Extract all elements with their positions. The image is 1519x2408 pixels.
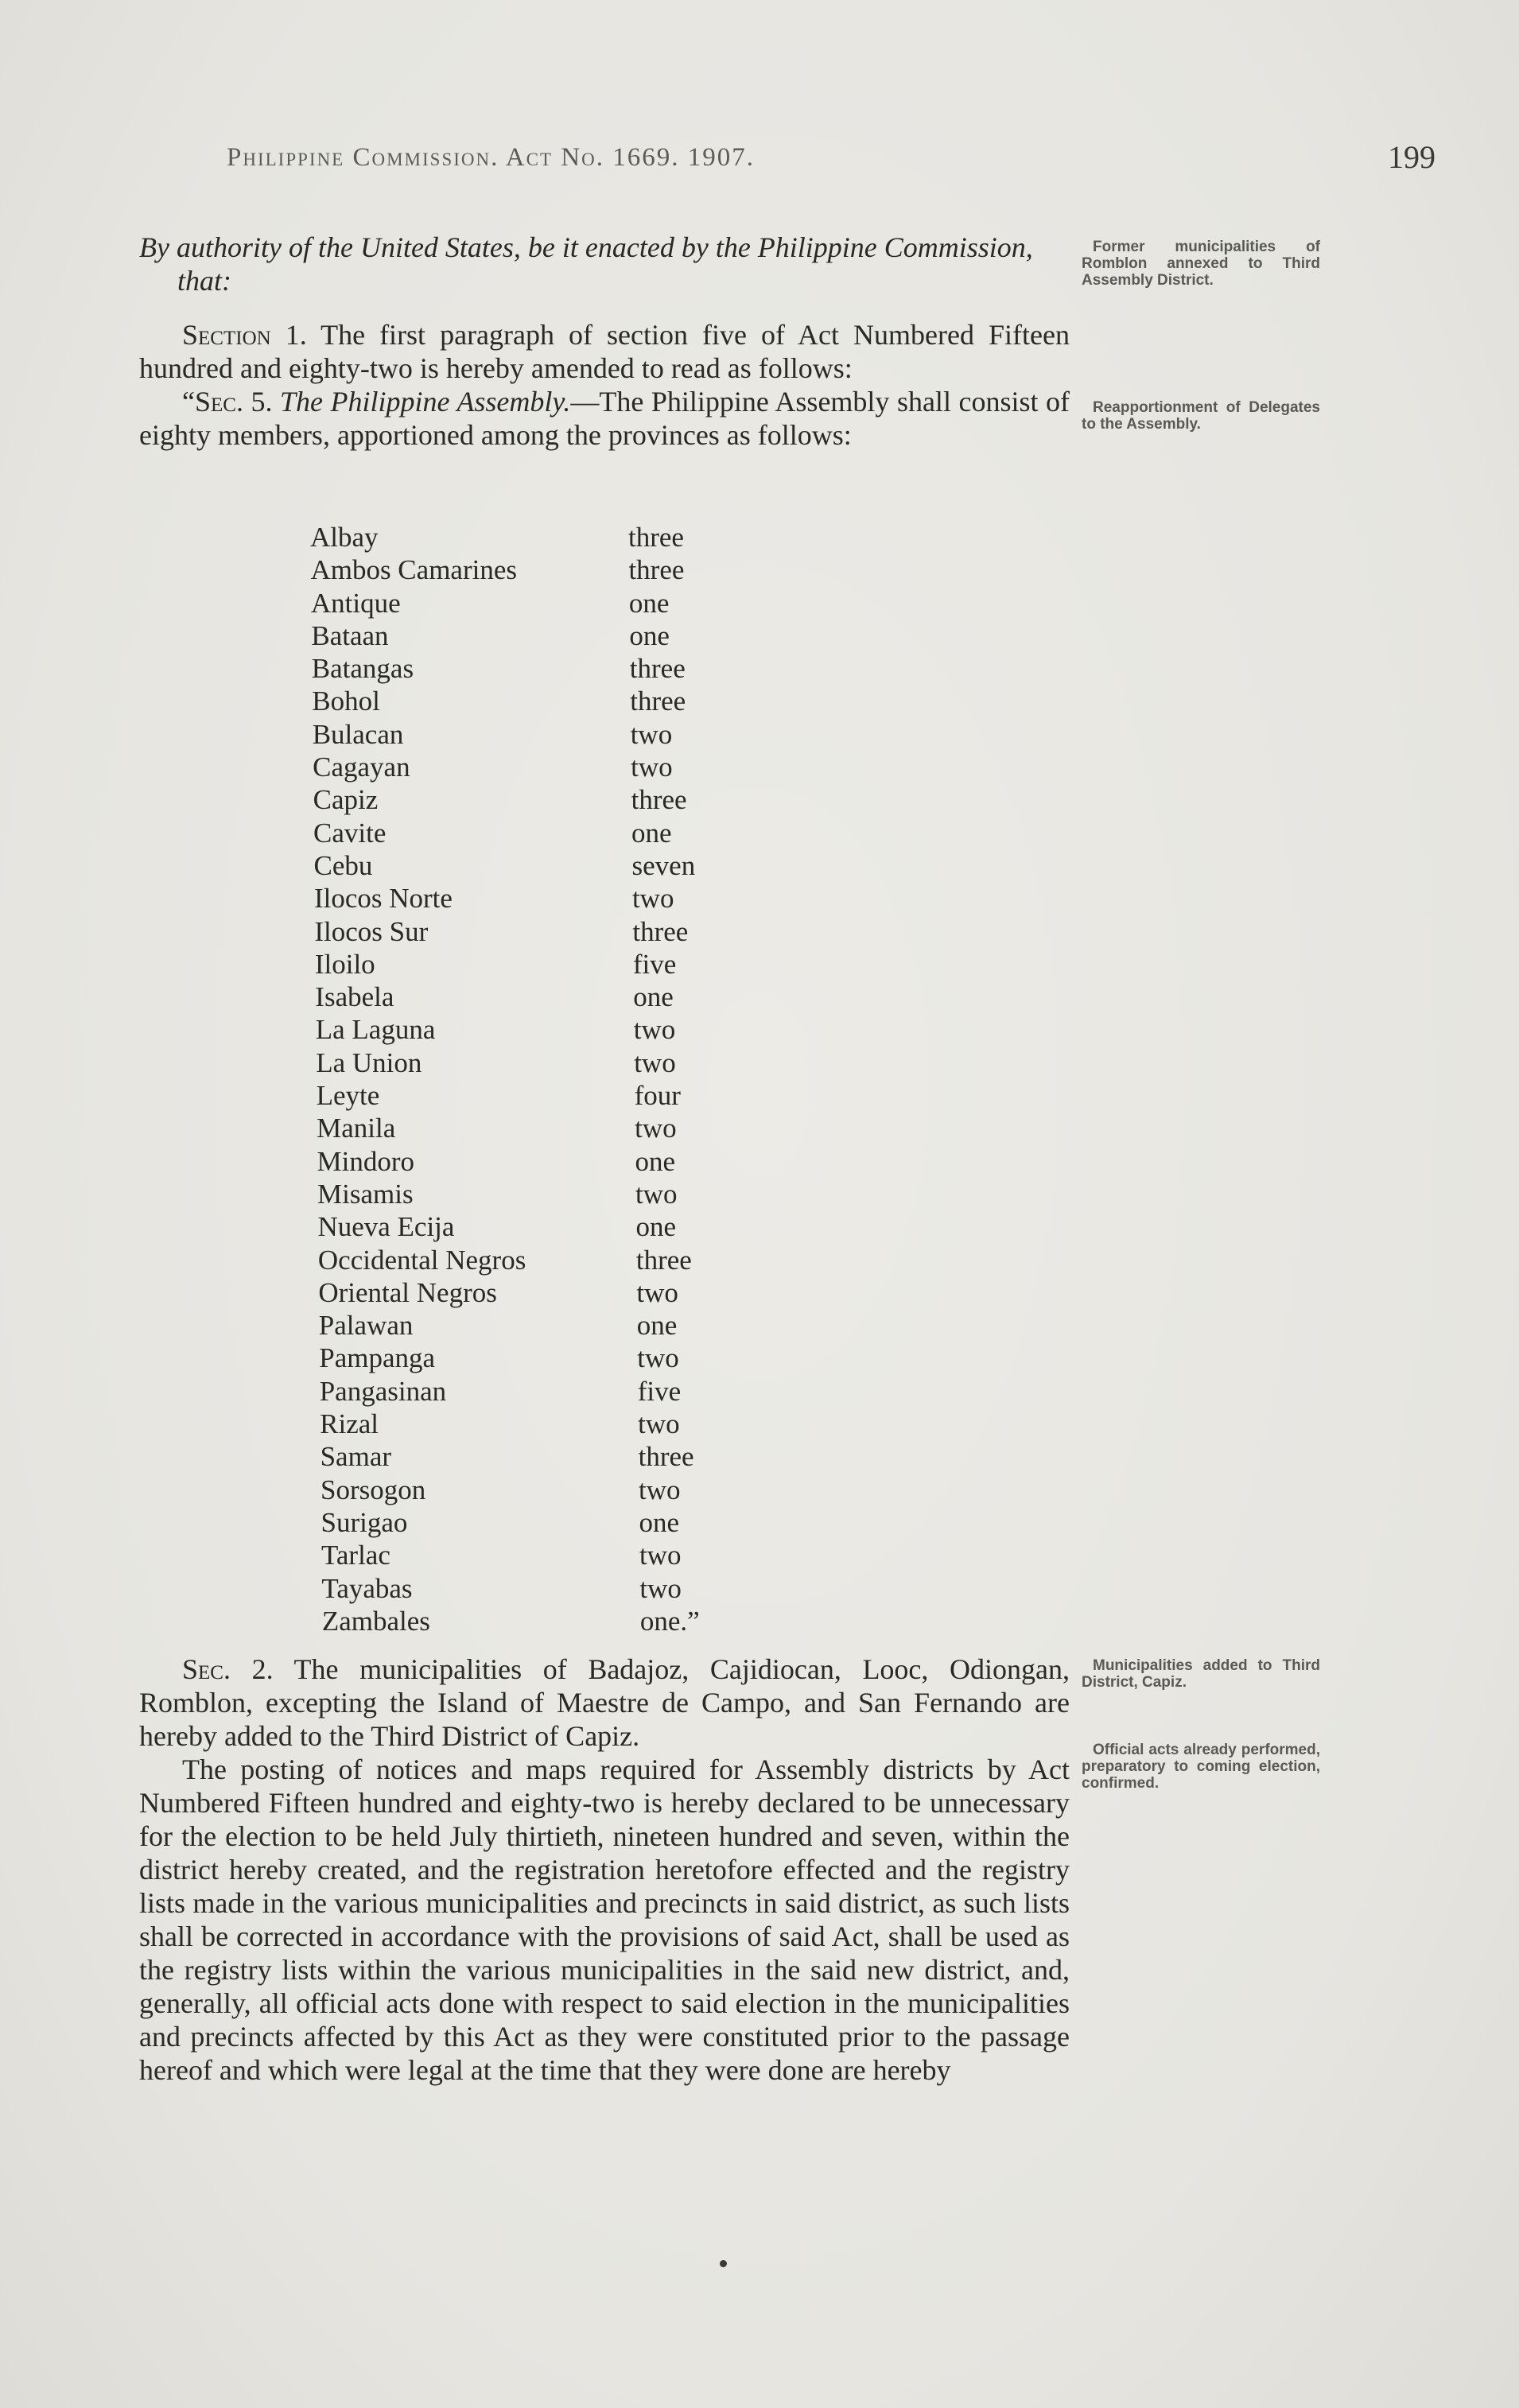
province-delegate-count: two bbox=[638, 1408, 680, 1440]
section-1-text: The first paragraph of section five of Act Numbered Fifteen hundred and eighty-two is hereby amended to read as follows: bbox=[139, 319, 1070, 384]
province-delegate-count: one bbox=[633, 981, 674, 1013]
province-name: Rizal bbox=[320, 1408, 379, 1440]
province-name: Pangasinan bbox=[319, 1375, 447, 1407]
province-delegate-count: five bbox=[632, 948, 677, 980]
province-name: Samar bbox=[320, 1441, 392, 1473]
province-delegate-count: two bbox=[630, 718, 673, 750]
province-delegate-count: two bbox=[637, 1342, 679, 1374]
enacting-clause: By authority of the United States, be it enacted by the Philippine Commission, that: bbox=[139, 231, 1033, 297]
province-delegate-count: two bbox=[631, 752, 673, 783]
province-name: Iloilo bbox=[314, 948, 375, 980]
province-name: Pampanga bbox=[319, 1342, 436, 1374]
province-delegate-count: three bbox=[638, 1441, 694, 1473]
province-delegate-count: three bbox=[631, 784, 687, 816]
province-name: Ambos Camarines bbox=[310, 554, 517, 586]
margin-note-official-acts: Official acts already performed, preparatory to coming election, confirmed. bbox=[1082, 1742, 1320, 1792]
province-row bbox=[311, 587, 787, 619]
province-row bbox=[314, 915, 787, 948]
province-delegate-count: three bbox=[632, 915, 689, 947]
province-row bbox=[322, 1605, 787, 1637]
province-name: Manila bbox=[317, 1113, 396, 1144]
province-delegate-count: three bbox=[635, 1244, 692, 1276]
margin-note-romblon: Former municipalities of Romblon annexed to Third Assembly District. bbox=[1082, 239, 1320, 289]
province-apportionment-list bbox=[310, 521, 787, 1637]
province-name: Capiz bbox=[313, 784, 379, 816]
province-delegate-count: two bbox=[634, 1047, 676, 1078]
section-2 bbox=[139, 1653, 1070, 1753]
province-name: Tarlac bbox=[321, 1540, 390, 1571]
main-text-continued bbox=[139, 1653, 1070, 2087]
province-row bbox=[312, 685, 787, 717]
province-name: Cavite bbox=[313, 817, 387, 849]
posting-paragraph: The posting of notices and maps required for Assembly districts by Act Numbered Fifteen hundred and eighty-two is hereby declared to be unnecessary for the election to be held July thirtieth, nineteen hundred and seven, within the district hereby created, and the registration heretofore effected and the registry lists made in the various municipalities and precincts in said district, as such lists shall be corrected in accordance with the provisions of said Act, shall be used as the registry lists within the various municipalities in the said new district, and, generally, all official acts done with respect to said election in the municipalities and precincts affected by this Act as they were constituted prior to the passage hereof and which were legal at the time that they were done are hereby bbox=[139, 1754, 1070, 2086]
section-5-text: —The Philippine Assembly shall consist of eighty members, apportioned among the provinces as follows: bbox=[139, 386, 1070, 451]
section-1-label: Section 1. bbox=[182, 319, 307, 351]
province-row bbox=[314, 849, 788, 882]
province-name: Batangas bbox=[311, 653, 414, 685]
section-5-title: The Philippine Assembly. bbox=[272, 386, 571, 418]
province-name: Cagayan bbox=[313, 752, 410, 783]
province-name: Bataan bbox=[311, 619, 389, 651]
province-delegate-count: one.” bbox=[639, 1605, 700, 1637]
province-delegate-count: three bbox=[630, 686, 686, 717]
page-number: 199 bbox=[1388, 139, 1435, 175]
province-name: Nueva Ecija bbox=[317, 1211, 455, 1243]
province-name: Bohol bbox=[312, 686, 380, 717]
province-delegate-count: two bbox=[635, 1113, 677, 1144]
province-delegate-count: one bbox=[639, 1506, 680, 1538]
province-name: Isabela bbox=[315, 981, 394, 1013]
province-row bbox=[313, 751, 787, 783]
province-name: Cebu bbox=[313, 849, 373, 881]
province-row bbox=[311, 619, 787, 652]
province-delegate-count: four bbox=[634, 1080, 681, 1112]
province-row bbox=[317, 1145, 787, 1178]
province-row bbox=[319, 1309, 787, 1342]
province-delegate-count: one bbox=[636, 1310, 678, 1342]
province-row bbox=[314, 882, 787, 915]
province-row bbox=[316, 1047, 787, 1079]
province-row bbox=[313, 718, 787, 751]
province-row bbox=[315, 981, 787, 1013]
province-row bbox=[317, 1210, 787, 1243]
province-row bbox=[318, 1276, 787, 1309]
running-head: Philippine Commission. Act No. 1669. 1907. bbox=[227, 143, 755, 172]
province-delegate-count: three bbox=[628, 554, 685, 586]
province-delegate-count: seven bbox=[631, 849, 696, 881]
province-row bbox=[321, 1539, 787, 1571]
province-delegate-count: one bbox=[635, 1145, 676, 1177]
province-row bbox=[319, 1342, 787, 1374]
province-row bbox=[315, 948, 787, 981]
province-name: Oriental Negros bbox=[318, 1276, 497, 1308]
province-delegate-count: two bbox=[639, 1572, 682, 1604]
province-delegate-count: two bbox=[639, 1540, 682, 1571]
province-delegate-count: one bbox=[629, 619, 670, 651]
section-5-amendment bbox=[139, 385, 1070, 452]
province-row bbox=[316, 1013, 787, 1046]
province-delegate-count: one bbox=[635, 1211, 676, 1243]
province-name: Surigao bbox=[321, 1506, 408, 1538]
province-row bbox=[321, 1440, 787, 1473]
province-name: Ilocos Sur bbox=[314, 915, 429, 947]
province-delegate-count: three bbox=[629, 653, 686, 685]
province-name: Zambales bbox=[321, 1605, 430, 1637]
page-header bbox=[227, 139, 1435, 191]
province-row bbox=[320, 1408, 787, 1440]
section-2-label: Sec. 2. bbox=[182, 1653, 274, 1685]
province-delegate-count: two bbox=[639, 1474, 681, 1505]
province-row bbox=[312, 652, 787, 685]
province-name: Sorsogon bbox=[321, 1474, 426, 1505]
province-row bbox=[317, 1079, 787, 1112]
province-row bbox=[317, 1112, 787, 1144]
province-row bbox=[310, 553, 787, 586]
province-delegate-count: one bbox=[628, 587, 670, 619]
province-name: Mindoro bbox=[317, 1145, 415, 1177]
province-row bbox=[321, 1474, 787, 1506]
province-row bbox=[313, 783, 787, 816]
province-row bbox=[320, 1375, 787, 1408]
province-row bbox=[310, 521, 787, 553]
province-delegate-count: two bbox=[635, 1178, 678, 1210]
province-name: Antique bbox=[310, 587, 401, 619]
province-row bbox=[313, 817, 787, 849]
section-5-label: Sec. 5. bbox=[194, 386, 273, 418]
province-row bbox=[321, 1506, 788, 1539]
margin-note-municipalities: Municipalities added to Third District, Capiz. bbox=[1082, 1657, 1320, 1691]
province-row bbox=[321, 1572, 787, 1605]
open-quote: “ bbox=[182, 386, 195, 418]
footer-dot bbox=[720, 2260, 727, 2267]
province-name: Bulacan bbox=[312, 718, 404, 750]
section-2-text: The municipalities of Badajoz, Cajidiocan, Looc, Odiongan, Romblon, excepting the Island of Maestre de Campo, and San Fernando are hereby added to the Third District of Capiz. bbox=[139, 1653, 1070, 1752]
province-delegate-count: two bbox=[636, 1276, 678, 1308]
province-name: Occidental Negros bbox=[317, 1244, 526, 1276]
province-name: Palawan bbox=[318, 1310, 414, 1342]
province-delegate-count: three bbox=[628, 522, 684, 553]
main-text bbox=[139, 231, 1070, 452]
section-1 bbox=[139, 318, 1070, 385]
province-delegate-count: two bbox=[631, 883, 674, 915]
province-name: Misamis bbox=[317, 1178, 414, 1210]
province-name: La Union bbox=[316, 1047, 422, 1078]
province-name: Leyte bbox=[316, 1080, 380, 1112]
province-name: Ilocos Norte bbox=[313, 883, 453, 915]
margin-note-reapportionment: Reapportionment of Delegates to the Assembly. bbox=[1082, 399, 1320, 433]
province-name: Albay bbox=[310, 522, 379, 553]
province-delegate-count: two bbox=[633, 1014, 676, 1046]
province-delegate-count: one bbox=[631, 817, 672, 849]
province-name: La Laguna bbox=[315, 1014, 436, 1046]
province-row bbox=[318, 1244, 787, 1276]
province-delegate-count: five bbox=[637, 1375, 682, 1407]
province-name: Tayabas bbox=[321, 1572, 413, 1604]
province-row bbox=[317, 1178, 787, 1210]
